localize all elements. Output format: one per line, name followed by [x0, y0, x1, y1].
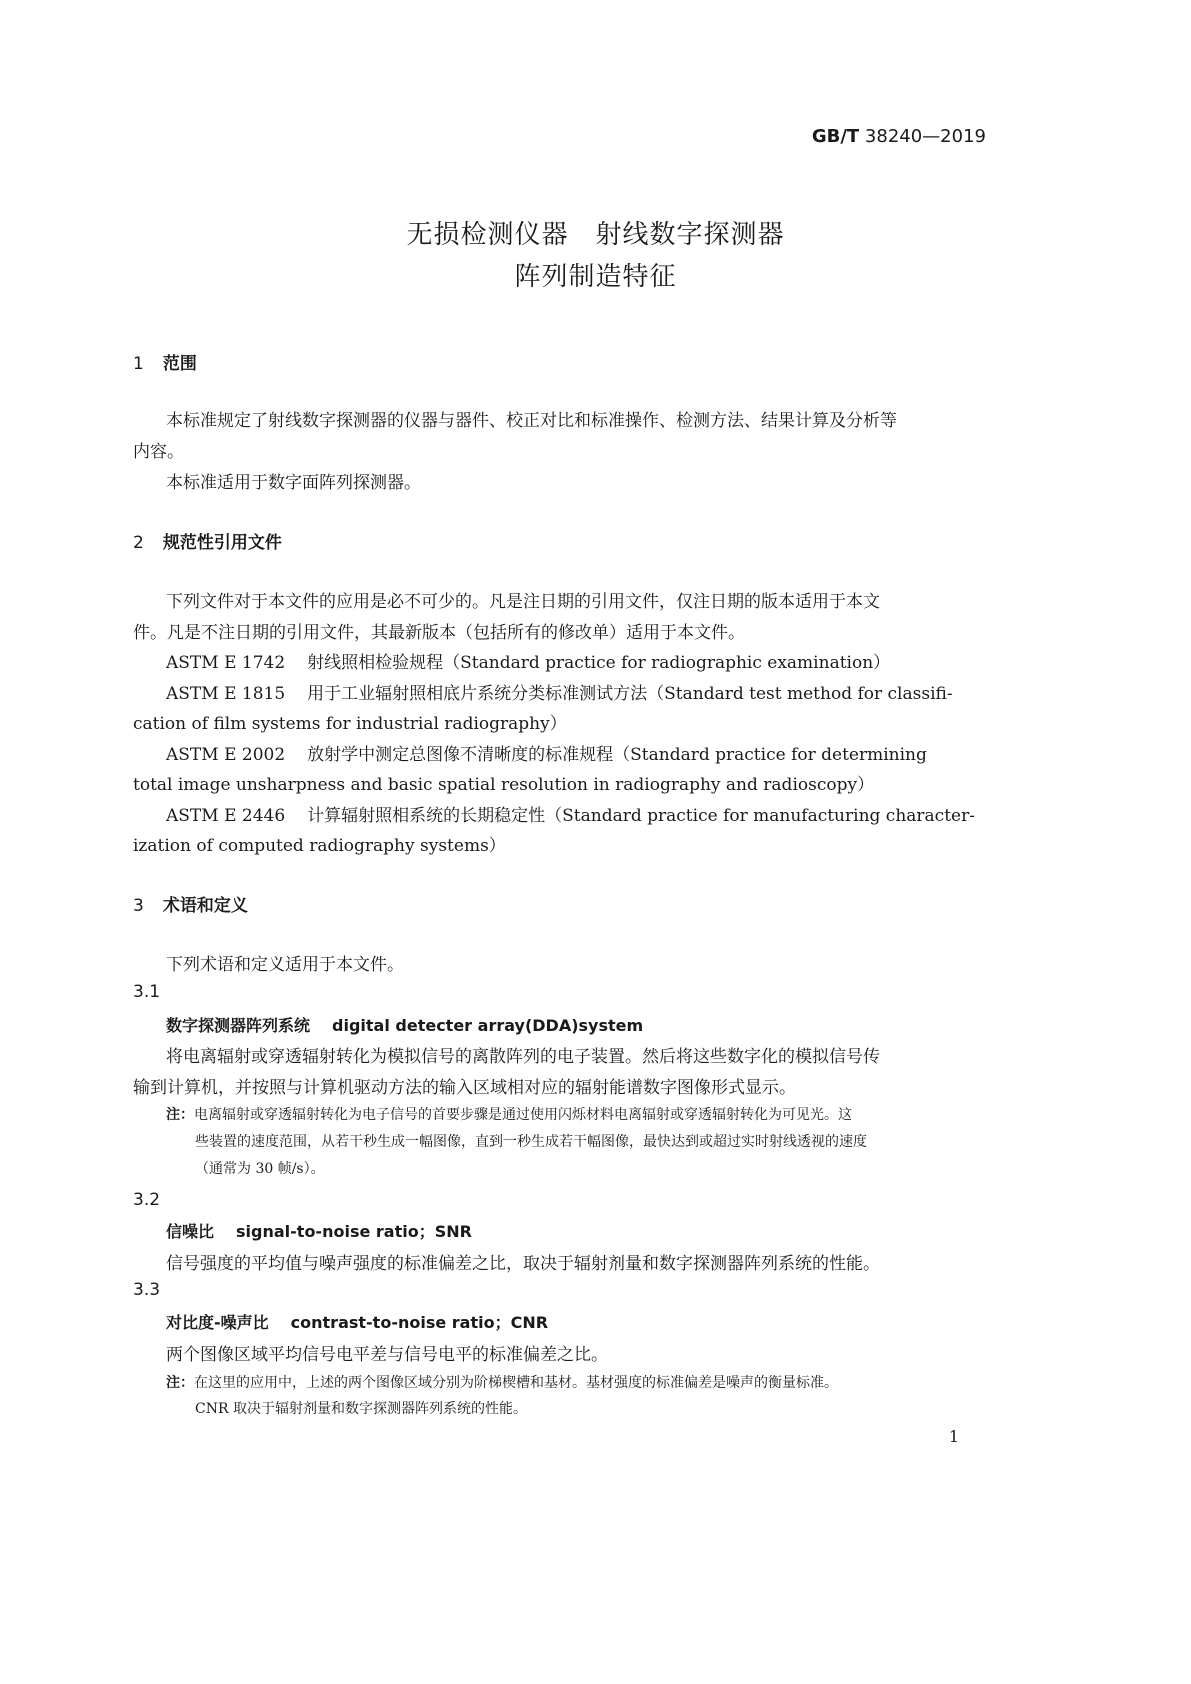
note-text-continued: 些装置的速度范围，从若干秒生成一幅图像，直到一秒生成若干幅图像，最快达到或超过实时射线透视的速度 — [195, 1134, 867, 1150]
standard-prefix: GB/T — [811, 126, 860, 147]
term-definition-line-2: 输到计算机，并按照与计算机驱动方法的输入区域相对应的辐射能谱数字图像形式显示。 — [133, 1078, 796, 1098]
reference-title: 用于工业辐射照相底片系统分类标准测试方法（Standard test method for classifi- — [307, 684, 953, 704]
reference-code: ASTM E 2002 — [166, 745, 286, 765]
section-3-title: 术语和定义 — [162, 896, 248, 916]
term-number: 3.2 — [133, 1190, 161, 1210]
term-heading — [166, 1219, 472, 1242]
document-title-line-1: 无损检测仪器 射线数字探测器 — [406, 220, 785, 250]
term-english: digital detecter array(DDA)system — [332, 1016, 644, 1035]
term-english: signal-to-noise ratio；SNR — [236, 1222, 472, 1241]
term-definition-line-1: 将电离辐射或穿透辐射转化为模拟信号的离散阵列的电子装置。然后将这些数字化的模拟信号传 — [166, 1047, 880, 1067]
section-1-title: 范围 — [162, 354, 197, 374]
term-definition-line-1: 两个图像区域平均信号电平差与信号电平的标准偏差之比。 — [166, 1345, 608, 1365]
reference-code: ASTM E 1742 — [166, 653, 286, 673]
term-definition-line-1: 信号强度的平均值与噪声强度的标准偏差之比，取决于辐射剂量和数字探测器阵列系统的性能。 — [166, 1254, 880, 1274]
reference-item — [166, 801, 975, 826]
term-chinese: 数字探测器阵列系统 — [166, 1016, 311, 1035]
term-number: 3.3 — [133, 1280, 161, 1300]
term-heading — [166, 1310, 548, 1333]
section-1-heading — [133, 349, 197, 374]
section-3-intro: 下列术语和定义适用于本文件。 — [166, 955, 404, 975]
note-text-continued: （通常为 30 帧/s）。 — [195, 1161, 325, 1177]
reference-item — [166, 648, 890, 673]
reference-title-continued: ization of computed radiography systems） — [133, 836, 506, 856]
section-2-title: 规范性引用文件 — [162, 533, 282, 553]
term-note — [166, 1372, 838, 1392]
term-english: contrast-to-noise ratio；CNR — [290, 1313, 549, 1332]
reference-title-continued: cation of film systems for industrial radiography） — [133, 714, 567, 734]
reference-title: 射线照相检验规程（Standard practice for radiographic examination） — [307, 653, 891, 673]
section-1-number: 1 — [133, 354, 144, 374]
term-chinese: 对比度-噪声比 — [166, 1313, 269, 1332]
reference-title: 放射学中测定总图像不清晰度的标准规程（Standard practice for determining — [307, 745, 927, 765]
reference-item — [166, 740, 927, 765]
reference-item — [166, 679, 953, 704]
section-2-number: 2 — [133, 533, 144, 553]
term-number: 3.1 — [133, 982, 161, 1002]
reference-title: 计算辐射照相系统的长期稳定性（Standard practice for manufacturing character- — [307, 806, 975, 826]
note-label: 注： — [166, 1375, 194, 1391]
term-chinese: 信噪比 — [166, 1222, 215, 1241]
term-heading — [166, 1013, 643, 1036]
section-1-para-1-line-2: 内容。 — [133, 442, 184, 462]
section-1-para-2: 本标准适用于数字面阵列探测器。 — [166, 473, 421, 493]
section-2-intro-line-1: 下列文件对于本文件的应用是必不可少的。凡是注日期的引用文件，仅注日期的版本适用于本文 — [166, 592, 880, 612]
reference-code: ASTM E 1815 — [166, 684, 286, 704]
note-text: 在这里的应用中，上述的两个图像区域分别为阶梯楔槽和基材。基材强度的标准偏差是噪声的衡量标准。 — [194, 1375, 838, 1391]
page-number: 1 — [948, 1427, 959, 1446]
standard-code: 38240—2019 — [864, 126, 986, 147]
reference-code: ASTM E 2446 — [166, 806, 286, 826]
note-text-continued: CNR 取决于辐射剂量和数字探测器阵列系统的性能。 — [195, 1401, 527, 1417]
note-label: 注： — [166, 1107, 194, 1123]
section-1-para-1-line-1: 本标准规定了射线数字探测器的仪器与器件、校正对比和标准操作、检测方法、结果计算及分析等 — [166, 411, 897, 431]
note-text: 电离辐射或穿透辐射转化为电子信号的首要步骤是通过使用闪烁材料电离辐射或穿透辐射转化为可见光。这 — [194, 1107, 852, 1123]
section-3-heading — [133, 891, 248, 916]
section-2-intro-line-2: 件。凡是不注日期的引用文件，其最新版本（包括所有的修改单）适用于本文件。 — [133, 623, 745, 643]
term-note — [166, 1104, 852, 1124]
standard-number — [812, 126, 986, 147]
reference-title-continued: total image unsharpness and basic spatial resolution in radiography and radioscopy） — [133, 775, 875, 795]
section-3-number: 3 — [133, 896, 144, 916]
document-title-line-2: 阵列制造特征 — [514, 262, 677, 292]
section-2-heading — [133, 528, 282, 553]
